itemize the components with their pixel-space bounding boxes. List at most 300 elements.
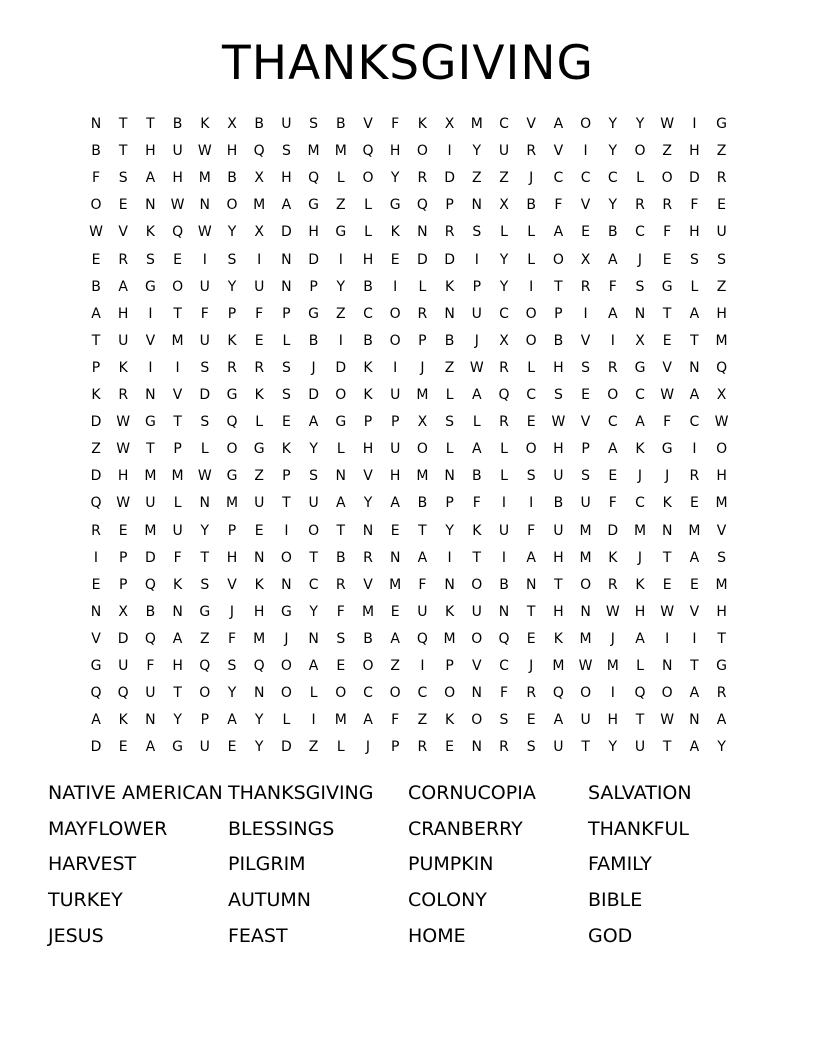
- grid-letter: K: [635, 441, 645, 458]
- grid-letter: O: [389, 685, 401, 702]
- grid-letter: T: [118, 116, 128, 132]
- grid-letter: G: [308, 305, 320, 322]
- grid-letter: J: [311, 359, 316, 376]
- grid-letter: F: [608, 495, 617, 512]
- grid-letter: R: [227, 359, 237, 376]
- word-bank-item: THANKSGIVING: [228, 782, 374, 804]
- grid-letter: O: [580, 116, 592, 132]
- grid-letter: V: [118, 224, 128, 241]
- grid-letter: C: [363, 305, 373, 322]
- grid-letter: T: [662, 739, 672, 756]
- grid-letter: D: [444, 251, 455, 268]
- grid-letter: L: [527, 359, 536, 376]
- grid-letter: Y: [227, 685, 237, 702]
- grid-letter: T: [690, 658, 699, 674]
- grid-letter: A: [472, 441, 482, 458]
- grid-letter: V: [227, 576, 237, 593]
- word-bank-item: GOD: [588, 924, 633, 947]
- grid-letter: J: [637, 251, 643, 268]
- grid-letter: I: [284, 522, 289, 539]
- grid-letter: J: [284, 630, 289, 647]
- grid-letter: K: [363, 359, 373, 376]
- word-bank-row: [48, 775, 768, 811]
- grid-letter: V: [580, 332, 591, 349]
- grid-letter: U: [254, 278, 265, 295]
- grid-letter: N: [471, 197, 483, 214]
- grid-letter: Y: [499, 251, 509, 268]
- grid-letter: I: [692, 630, 697, 647]
- grid-letter: H: [117, 305, 129, 322]
- grid-letter: R: [417, 170, 428, 187]
- grid-letter: E: [689, 495, 699, 512]
- grid-letter: A: [281, 197, 292, 214]
- grid-letter: O: [335, 685, 347, 702]
- grid-letter: O: [716, 441, 728, 458]
- grid-letter: R: [417, 305, 428, 322]
- grid-letter: G: [199, 603, 211, 620]
- grid-letter: E: [608, 468, 618, 485]
- grid-letter: I: [93, 549, 99, 566]
- grid-letter: O: [172, 278, 184, 295]
- grid-letter: N: [308, 630, 319, 647]
- grid-letter: I: [148, 305, 153, 322]
- grid-letter: W: [116, 495, 131, 512]
- grid-row: [0, 382, 816, 409]
- grid-letter: B: [553, 495, 564, 512]
- grid-letter: G: [335, 414, 347, 431]
- grid-letter: H: [716, 305, 727, 322]
- grid-letter: Y: [472, 143, 482, 160]
- grid-letter: O: [525, 305, 537, 322]
- word-bank-item: PILGRIM: [228, 853, 306, 876]
- page-title: THANKSGIVING: [222, 36, 594, 91]
- word-bank-item: HOME: [408, 924, 466, 947]
- grid-letter: K: [635, 576, 645, 593]
- grid-letter: E: [662, 251, 672, 268]
- grid-letter: H: [716, 603, 727, 620]
- grid-letter: M: [633, 522, 647, 539]
- grid-letter: U: [118, 658, 129, 674]
- grid-letter: Z: [91, 441, 101, 458]
- grid-letter: U: [199, 278, 210, 295]
- grid-letter: M: [416, 468, 429, 485]
- grid-letter: K: [390, 224, 400, 241]
- grid-letter: M: [171, 468, 184, 485]
- grid-letter: G: [90, 658, 102, 674]
- grid-letter: Q: [172, 224, 184, 241]
- grid-letter: K: [227, 332, 237, 349]
- grid-letter: N: [471, 685, 483, 702]
- grid-letter: G: [144, 278, 156, 295]
- grid-letter: A: [91, 712, 101, 729]
- grid-letter: S: [118, 170, 128, 187]
- grid-letter: U: [417, 603, 428, 620]
- grid-row: [0, 490, 816, 517]
- grid-letter: V: [363, 116, 373, 132]
- grid-letter: R: [499, 359, 509, 376]
- grid-letter: E: [118, 739, 128, 756]
- grid-letter: O: [362, 658, 374, 674]
- grid-letter: U: [172, 522, 183, 539]
- grid-letter: A: [608, 441, 618, 458]
- grid-letter: F: [690, 197, 699, 214]
- grid-letter: U: [553, 739, 564, 756]
- grid-letter: L: [445, 441, 454, 458]
- grid-letter: L: [364, 197, 372, 214]
- grid-letter: B: [363, 332, 373, 349]
- grid-letter: I: [420, 658, 425, 674]
- grid-letter: K: [445, 603, 455, 620]
- grid-letter: L: [500, 224, 508, 241]
- grid-letter: L: [527, 224, 536, 241]
- grid-letter: I: [529, 495, 534, 512]
- grid-letter: V: [363, 468, 373, 485]
- grid-letter: T: [336, 522, 346, 539]
- grid-letter: D: [199, 387, 211, 403]
- grid-letter: Q: [716, 359, 728, 376]
- grid-letter: D: [335, 359, 347, 376]
- grid-letter: E: [581, 224, 591, 241]
- grid-letter: Z: [716, 143, 727, 160]
- grid-letter: I: [610, 685, 615, 702]
- word-bank-item: FAMILY: [588, 853, 652, 876]
- grid-letter: J: [637, 549, 643, 566]
- grid-letter: W: [660, 603, 675, 620]
- grid-letter: W: [714, 414, 729, 431]
- grid-letter: U: [553, 522, 564, 539]
- grid-letter: L: [336, 441, 345, 458]
- grid-letter: G: [661, 441, 673, 458]
- grid-letter: V: [662, 359, 672, 376]
- grid-letter: Q: [90, 495, 102, 512]
- grid-letter: A: [308, 414, 319, 431]
- grid-letter: M: [198, 170, 211, 187]
- grid-letter: T: [581, 739, 590, 756]
- grid-letter: R: [662, 197, 673, 214]
- grid-letter: A: [472, 387, 482, 403]
- grid-letter: A: [172, 630, 183, 647]
- grid-letter: C: [499, 658, 509, 674]
- grid-letter: I: [311, 712, 316, 729]
- grid-letter: A: [689, 387, 700, 403]
- grid-letter: I: [338, 332, 343, 349]
- grid-letter: R: [254, 359, 265, 376]
- grid-letter: Y: [173, 712, 182, 729]
- grid-letter: Y: [445, 522, 454, 539]
- grid-letter: P: [118, 549, 128, 566]
- grid-letter: H: [145, 143, 156, 160]
- grid-letter: L: [282, 332, 291, 349]
- grid-row: [0, 653, 816, 680]
- grid-letter: Z: [336, 197, 346, 214]
- grid-row: [0, 518, 816, 545]
- grid-letter: X: [580, 251, 591, 268]
- grid-letter: G: [335, 224, 347, 241]
- grid-letter: M: [361, 603, 375, 620]
- grid-letter: A: [553, 224, 564, 241]
- grid-letter: S: [581, 468, 591, 485]
- grid-letter: R: [580, 278, 591, 295]
- word-bank-item: BLESSINGS: [228, 817, 335, 840]
- grid-letter: E: [390, 522, 400, 539]
- grid-letter: U: [471, 603, 482, 620]
- grid-letter: A: [689, 739, 700, 756]
- grid-letter: O: [607, 387, 619, 403]
- grid-row: [0, 463, 816, 490]
- grid-letter: Z: [417, 712, 428, 729]
- grid-letter: R: [499, 739, 509, 756]
- grid-letter: M: [715, 495, 728, 512]
- grid-letter: I: [474, 251, 479, 268]
- grid-letter: S: [309, 116, 319, 132]
- grid-letter: B: [335, 549, 346, 566]
- grid-letter: Z: [200, 630, 210, 647]
- grid-letter: Q: [253, 143, 265, 160]
- grid-letter: A: [716, 712, 727, 729]
- grid-letter: K: [417, 116, 427, 132]
- grid-letter: X: [444, 116, 455, 132]
- grid-letter: E: [281, 414, 291, 431]
- grid-letter: P: [282, 305, 291, 322]
- grid-letter: K: [200, 116, 210, 132]
- grid-letter: T: [690, 332, 699, 349]
- grid-letter: G: [634, 359, 646, 376]
- grid-letter: R: [716, 170, 727, 187]
- grid-letter: T: [554, 278, 563, 295]
- grid-letter: L: [690, 278, 699, 295]
- grid-letter: U: [716, 224, 727, 241]
- grid-letter: U: [498, 143, 510, 160]
- grid-letter: N: [281, 278, 292, 295]
- grid-letter: Y: [254, 739, 264, 756]
- grid-letter: D: [308, 251, 319, 268]
- grid-letter: H: [689, 143, 700, 160]
- grid-letter: P: [418, 332, 427, 349]
- grid-letter: I: [148, 359, 153, 376]
- grid-letter: Y: [499, 278, 509, 295]
- grid-letter: A: [145, 739, 156, 756]
- grid-letter: F: [608, 278, 617, 295]
- grid-letter: K: [254, 576, 264, 593]
- grid-letter: T: [282, 495, 291, 512]
- grid-letter: N: [281, 251, 292, 268]
- word-bank-row: [48, 811, 768, 847]
- grid-letter: P: [390, 414, 400, 431]
- grid-letter: K: [91, 387, 101, 403]
- grid-letter: A: [390, 630, 400, 647]
- grid-letter: Z: [308, 739, 319, 756]
- grid-letter: Q: [199, 658, 211, 674]
- grid-row: [0, 328, 816, 355]
- grid-letter: N: [689, 712, 700, 729]
- grid-letter: J: [637, 468, 643, 485]
- grid-letter: F: [391, 116, 400, 132]
- grid-letter: M: [443, 630, 456, 647]
- grid-letter: Y: [635, 116, 645, 132]
- grid-letter: H: [226, 143, 238, 160]
- grid-letter: D: [117, 630, 129, 647]
- grid-row: [0, 734, 816, 761]
- grid-letter: Q: [308, 170, 320, 187]
- grid-letter: E: [526, 414, 536, 431]
- word-bank-item: TURKEY: [48, 889, 123, 912]
- grid-letter: D: [444, 170, 455, 187]
- grid-letter: K: [445, 712, 455, 729]
- grid-letter: B: [363, 278, 373, 295]
- grid-letter: G: [144, 414, 156, 431]
- grid-letter: B: [363, 630, 373, 647]
- grid-letter: O: [525, 332, 537, 349]
- grid-letter: T: [662, 305, 672, 322]
- grid-letter: I: [447, 143, 452, 160]
- grid-letter: N: [145, 387, 156, 403]
- grid-letter: Z: [390, 658, 400, 674]
- grid-letter: N: [417, 224, 428, 241]
- grid-letter: O: [90, 197, 102, 214]
- grid-row: [0, 301, 816, 328]
- grid-letter: M: [579, 549, 592, 566]
- grid-letter: N: [444, 576, 455, 593]
- grid-letter: X: [417, 414, 428, 431]
- grid-letter: J: [529, 658, 534, 674]
- grid-letter: Y: [717, 739, 726, 756]
- grid-letter: N: [389, 549, 401, 566]
- grid-letter: O: [226, 197, 238, 214]
- grid-letter: W: [605, 603, 620, 620]
- grid-letter: B: [607, 224, 618, 241]
- grid-letter: F: [663, 414, 672, 431]
- grid-letter: E: [662, 332, 672, 349]
- grid-letter: O: [416, 143, 428, 160]
- grid-letter: E: [227, 739, 237, 756]
- grid-letter: O: [471, 576, 483, 593]
- grid-letter: L: [336, 170, 345, 187]
- grid-letter: W: [660, 116, 675, 132]
- grid-letter: P: [390, 739, 400, 756]
- grid-row: [0, 572, 816, 599]
- grid-letter: T: [173, 685, 182, 702]
- grid-letter: U: [390, 441, 401, 458]
- grid-letter: A: [91, 305, 101, 322]
- grid-letter: U: [281, 116, 292, 132]
- grid-letter: V: [363, 576, 373, 593]
- grid-letter: A: [336, 495, 346, 512]
- grid-letter: S: [200, 414, 210, 431]
- grid-letter: L: [472, 414, 481, 431]
- grid-letter: T: [309, 549, 318, 566]
- grid-letter: A: [689, 549, 700, 566]
- grid-letter: W: [116, 441, 131, 458]
- grid-letter: O: [199, 685, 211, 702]
- grid-letter: I: [257, 251, 262, 268]
- grid-row: [0, 192, 816, 219]
- grid-letter: U: [254, 495, 265, 512]
- grid-letter: B: [417, 495, 428, 512]
- grid-letter: W: [660, 712, 675, 729]
- grid-letter: U: [471, 305, 482, 322]
- grid-letter: O: [525, 441, 537, 458]
- grid-letter: S: [281, 387, 291, 403]
- grid-letter: D: [607, 522, 619, 539]
- grid-letter: B: [227, 170, 237, 187]
- grid-letter: I: [393, 359, 398, 376]
- grid-letter: L: [527, 251, 536, 268]
- grid-letter: M: [416, 387, 429, 403]
- grid-letter: U: [634, 739, 646, 756]
- grid-letter: F: [91, 170, 101, 187]
- grid-letter: P: [445, 197, 454, 214]
- grid-letter: X: [499, 197, 509, 214]
- grid-letter: F: [472, 495, 481, 512]
- grid-letter: Y: [309, 603, 318, 620]
- grid-letter: Y: [608, 116, 618, 132]
- grid-letter: H: [362, 251, 374, 268]
- grid-letter: B: [499, 576, 509, 593]
- grid-letter: P: [91, 359, 101, 376]
- grid-letter: P: [173, 441, 182, 458]
- grid-letter: X: [254, 224, 264, 241]
- grid-letter: H: [607, 712, 619, 729]
- grid-letter: E: [254, 332, 264, 349]
- grid-letter: Y: [608, 143, 618, 160]
- grid-letter: U: [580, 712, 591, 729]
- grid-letter: U: [172, 143, 183, 160]
- grid-letter: A: [553, 712, 564, 729]
- grid-letter: G: [716, 116, 728, 132]
- grid-letter: N: [145, 712, 156, 729]
- grid-letter: K: [608, 549, 618, 566]
- grid-letter: R: [526, 685, 537, 702]
- grid-row: [0, 355, 816, 382]
- grid-letter: E: [91, 576, 101, 593]
- grid-letter: R: [417, 739, 428, 756]
- grid-row: [0, 545, 816, 572]
- grid-letter: O: [280, 549, 292, 566]
- grid-letter: B: [172, 116, 183, 132]
- grid-letter: A: [553, 116, 564, 132]
- grid-letter: C: [308, 576, 319, 593]
- grid-letter: M: [334, 143, 347, 160]
- grid-letter: C: [553, 170, 564, 187]
- grid-letter: G: [226, 468, 238, 485]
- grid-letter: M: [715, 576, 728, 593]
- grid-letter: S: [499, 712, 509, 729]
- grid-letter: N: [661, 658, 673, 674]
- grid-letter: L: [445, 387, 454, 403]
- grid-letter: E: [662, 576, 672, 593]
- grid-row: [0, 247, 816, 274]
- grid-letter: Z: [662, 143, 672, 160]
- grid-letter: P: [118, 576, 128, 593]
- grid-letter: U: [580, 495, 591, 512]
- grid-letter: S: [445, 414, 455, 431]
- grid-letter: N: [444, 468, 455, 485]
- grid-letter: C: [499, 116, 509, 132]
- grid-letter: S: [553, 387, 563, 403]
- grid-letter: B: [308, 332, 319, 349]
- grid-letter: L: [200, 441, 209, 458]
- grid-letter: R: [363, 549, 373, 566]
- grid-letter: A: [118, 278, 128, 295]
- grid-letter: U: [498, 522, 510, 539]
- grid-letter: T: [635, 712, 645, 729]
- grid-letter: C: [499, 305, 509, 322]
- grid-letter: N: [199, 495, 211, 512]
- grid-letter: A: [145, 170, 156, 187]
- grid-letter: T: [146, 116, 155, 132]
- grid-letter: X: [254, 170, 264, 187]
- grid-letter: J: [229, 603, 235, 620]
